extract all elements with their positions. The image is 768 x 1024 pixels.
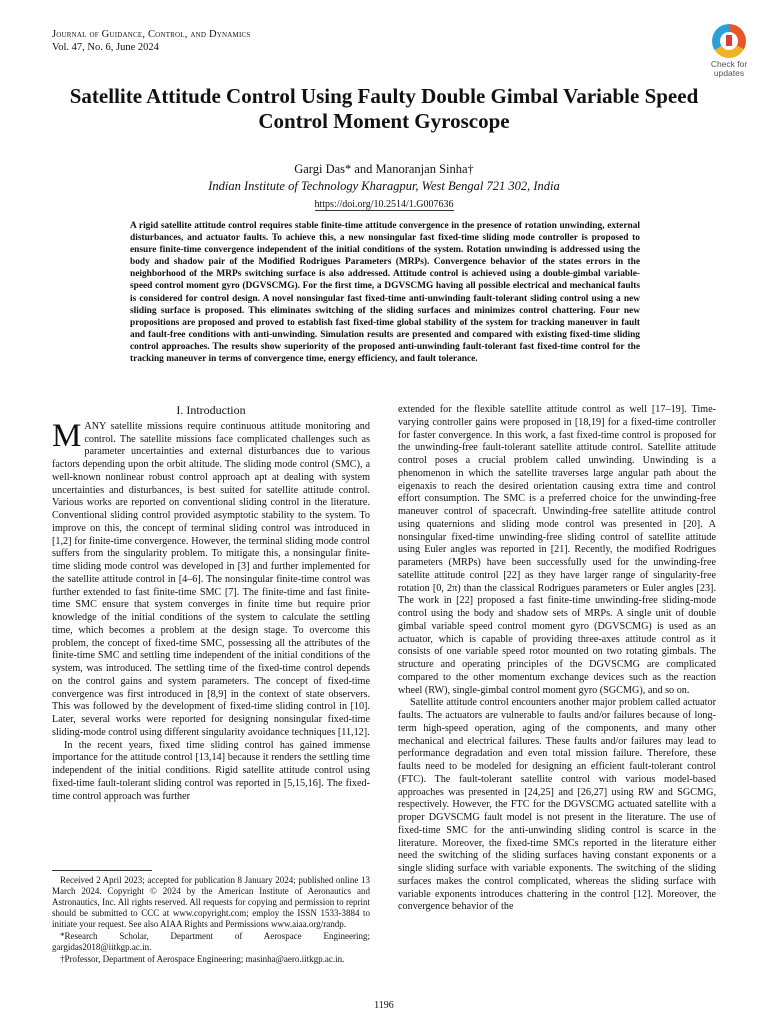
intro-paragraph-1: MANY satellite missions require continuous attitude monitoring and control. The satellite missions face complicated challenges such as parameter uncertainties and external disturbances due to various factors depending upon the orbit altitude. The sliding mode control (SMC), a well-known nonlinear robust control approach apt at dealing with system uncertainties and disturbances, is best suited for satellite attitude control. Various works are reported on conventional sliding control in the literature. Conventional sliding control provided asymptotic stability to the system. To improve on this, the concept of terminal sliding control was introduced in [1,2] for finite-time convergence. However, the terminal sliding mode control suffers from the singularity problem. To mitigate this, a nonsingular finite-time sliding mode control was developed in [3] and further implemented for the satellite attitude control in [4–6]. The nonsingular finite-time control was further extended to fast finite-time SMC [7]. The finite-time and fast finite-time SMC ensure that system converges in finite time but require prior knowledge of the initial conditions of the system to calculate the settling time, which becomes a problem at the design stage. To overcome this problem, the concept of fixed-time SMC, possessing all the attributes of the finite-time SMC and settling time independent of the initial conditions of the system, was introduced. The settling time of the fixed-time control depends on the control gains and system parameters. The concept of fixed-time convergence was first introduced in [8,9] in the context of state observers. This was followed by the development of fixed-time sliding control in [10]. Later, several works were reported for designing nonsingular fixed-time sliding-mode control using different singularity avoidance techniques [11,12]. — [52, 417, 370, 738]
received-note: Received 2 April 2023; accepted for publication 8 January 2024; published online 13 March 2024. Copyright © 2024 by the American Institute of Aeronautics and Astronautics, Inc. All rights reserved. All requests for copying and permission to reprint should be submitted to CCC at www.copyright.com; employ the ISSN 1533-3884 to initiate your request. See also AIAA Rights and Permissions www.aiaa.org/randp. — [52, 875, 370, 929]
badge-label: Check for updates — [710, 59, 748, 78]
intro-paragraph-4: Satellite attitude control encounters another major problem called actuator faults. The actuators are vulnerable to faults and/or failures because of long-term high-speed operation, aging of the components, and many other mechanical and electrical failures. These faults and/or failures may lead to performance degradation and even total mission failure. Therefore, these faults need to be modeled for designing an efficient fault-tolerant control (FTC). The fault-tolerant satellite control with various model-based approaches was presented in [24,25] and [26,27] using RW and SGCMG, respectively. However, the FTC for the DGVSCMG actuated satellite with a proper DGVSCMG fault model is not present in the literature. The use of fixed-time SMC for the anti-unwinding sliding control is scarce in the literature. Moreover, the fixed-time SMCs reported in the literature either need the switching of the sliding surfaces having constant exponents or a single sliding surface with variable exponents. The switching of the sliding surfaces makes the control complicated, whereas the sliding surface with variable exponents introduces chattering in the control [12]. Moreover, the convergence behavior of the — [398, 697, 716, 913]
page-number: 1196 — [374, 1000, 394, 1011]
footnote-2: †Professor, Department of Aerospace Engineering; masinha@aero.iitkgp.ac.in. — [60, 954, 345, 964]
abstract: A rigid satellite attitude control requires stable finite-time attitude convergence in the presence of rotation unwinding, external disturbances, and actuator faults. To achieve this, a new nonsingular fast fixed-time sliding mode controller is proposed to ensure finite-time convergence independent of the initial conditions of the system. Rotation unwinding is addressed using the body and shadow pair of the Modified Rodrigues Parameters (MRPs). Convergence behavior of the states errors in the neighborhood of the MRPs switching surface is also addressed. Attitude control is achieved using a double-gimbal variable-speed control moment gyro (DGVSCMG). For the first time, a DGVSCMG having all possible electrical and mechanical faults is considered for control design. A novel nonsingular fast fixed-time anti-unwinding fault-tolerant sliding control using a new sliding surface is proposed. This eliminates switching of the sliding surfaces and minimizes control chattering. Four new propositions are proposed and proved to establish fast fixed-time global stability of the system for tracking maneuver in fault and fault-free conditions with anti-unwinding. Simulation results are presented and compared with existing fixed-time sliding control approaches. The results show superiority of the proposed anti-unwinding fault-tolerant fast fixed-time control for the tracking maneuver in terms of convergence time, energy efficiency, and fault tolerance. — [130, 221, 640, 365]
footnote-rule — [52, 870, 152, 871]
check-for-updates-badge[interactable] — [700, 24, 758, 84]
footnotes — [52, 870, 370, 966]
section-heading: I. Introduction — [176, 403, 246, 417]
intro-paragraph-3: extended for the flexible satellite attitude control as well [17–19]. Time-varying controller gains were proposed in [18,19] for a fixed-time controller for faster convergence. In this work, a fast fixed-time control is proposed for the unwinding-free fault-tolerant satellite attitude control. Satellite attitude control poses a crucial problem called unwinding. Unwinding is a phenomenon in which the satellite traverses large angular path about the eigenaxis to reach the desired orientation causing extra time and control effort consumption. The SMC is a preferred choice for the unwinding-free maneuver control of spacecraft. Unwinding-free satellite attitude control using quaternions and sliding mode control was presented in [20]. A nonsingular fixed-time unwinding-free sliding control of satellite attitude using Euler angles was reported in [21]. Recently, the modified Rodrigues parameters (MRPs) have been successfully used for the unwinding-free satellite attitude control [22] as they have larger range of singularity-free rotation [0, 2π) than the classical Rodrigues parameters or Euler angles [23]. The work in [22] proposed a fast finite-time unwinding-free sliding-mode control using the body and shadow sets of MRPs. A single unit of double gimbal variable speed control moment gyro (DGVSCMG) is used as an actuator, which is capable of providing three-axes attitude control as it consists of one variable speed rotor mounted on two rotating gimbals. The structure and operating principles of the DGVSCMG are complicated compared to the other momentum exchange devices such as the reaction wheel (RW), single-gimbal control moment gyro (SGCMG), and so on. — [398, 404, 716, 696]
authors: Gargi Das* and Manoranjan Sinha† — [294, 162, 474, 176]
affiliation: Indian Institute of Technology Kharagpur, West Bengal 721 302, India — [208, 179, 560, 193]
paper-title: Satellite Attitude Control Using Faulty Double Gimbal Variable Speed Control Moment Gyroscope — [69, 84, 699, 133]
crossmark-icon — [712, 24, 746, 58]
doi-link[interactable]: https://doi.org/10.2514/1.G007636 — [314, 199, 454, 210]
journal-header — [52, 28, 250, 54]
right-column — [398, 404, 716, 914]
left-column — [52, 404, 370, 803]
journal-name: Journal of Guidance, Control, and Dynamics — [52, 29, 251, 40]
drop-cap: M — [52, 417, 82, 454]
journal-volume: Vol. 47, No. 6, June 2024 — [52, 42, 159, 53]
intro-paragraph-2: In the recent years, fixed time sliding control has gained immense importance for the attitude control [13,14] because it renders the settling time independent of the initial conditions. Rigid satellite attitude control using fixed-time fault-tolerant sliding control was reported in [5,15,16]. The fixed-time control approach was further — [52, 739, 370, 802]
footnote-1: *Research Scholar, Department of Aerospace Engineering; gargidas2018@iitkgp.ac.in. — [52, 931, 370, 952]
